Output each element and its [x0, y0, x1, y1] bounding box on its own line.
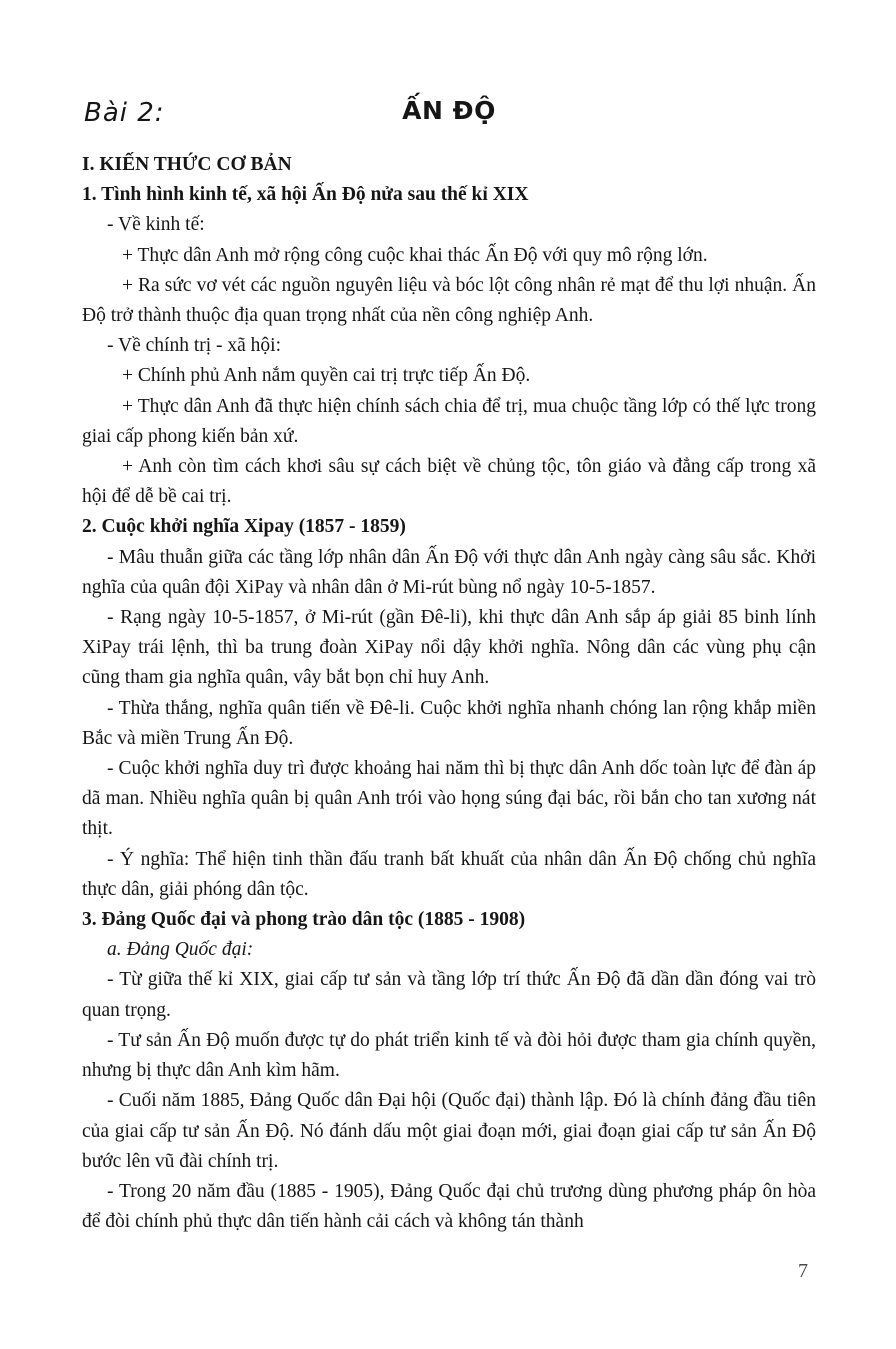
heading: 2. Cuộc khởi nghĩa Xipay (1857 - 1859) — [82, 516, 406, 538]
paragraph: - Về chính trị - xã hội: — [107, 335, 282, 357]
page-title: ẤN ĐỘ — [402, 96, 496, 125]
document-content — [82, 150, 816, 1237]
paragraph: - Cuộc khởi nghĩa duy trì được khoảng hai năm thì bị thực dân Anh dốc toàn lực để đàn áp dã man. Nhiều nghĩa quân bị quân Anh trói vào họng súng đại bác, rồi bắn cho tan xương nát thịt. — [82, 758, 816, 840]
paragraph: + Anh còn tìm cách khơi sâu sự cách biệt về chủng tộc, tôn giáo và đẳng cấp trong xã hội để dễ bề cai trị. — [82, 456, 816, 508]
paragraph: - Tư sản Ấn Độ muốn được tự do phát triển kinh tế và đòi hỏi được tham gia chính quyền, nhưng bị thực dân Anh kìm hãm. — [82, 1029, 816, 1082]
paragraph: a. Đảng Quốc đại: — [107, 939, 254, 961]
heading: I. KIẾN THỨC CƠ BẢN — [82, 154, 292, 175]
paragraph: + Thực dân Anh mở rộng công cuộc khai thác Ấn Độ với quy mô rộng lớn. — [122, 244, 708, 266]
paragraph: - Rạng ngày 10-5-1857, ở Mi-rút (gần Đê-li), khi thực dân Anh sắp áp giải 85 binh lính XiPay trái lệnh, thì ba trung đoàn XiPay nổi dậy khởi nghĩa. Nông dân các vùng phụ cận cũng tham gia nghĩa quân, vây bắt bọn chỉ huy Anh. — [82, 607, 816, 689]
paragraph: - Từ giữa thế kỉ XIX, giai cấp tư sản và tầng lớp trí thức Ấn Độ đã dần dần đóng vai trò quan trọng. — [82, 969, 816, 1021]
paragraph: + Ra sức vơ vét các nguồn nguyên liệu và bóc lột công nhân rẻ mạt để thu lợi nhuận. Ấn Độ trở thành thuộc địa quan trọng nhất của nền công nghiệp Anh. — [82, 274, 816, 327]
paragraph: - Thừa thắng, nghĩa quân tiến về Đê-li. Cuộc khởi nghĩa nhanh chóng lan rộng khắp miền Bắc và miền Trung Ấn Độ. — [82, 697, 816, 749]
paragraph: - Về kinh tế: — [107, 214, 205, 236]
paragraph: + Chính phủ Anh nắm quyền cai trị trực tiếp Ấn Độ. — [122, 365, 531, 387]
paragraph: - Mâu thuẫn giữa các tầng lớp nhân dân Ấn Độ với thực dân Anh ngày càng sâu sắc. Khởi nghĩa của quân đội XiPay và nhân dân ở Mi-rút bùng nổ ngày 10-5-1857. — [82, 546, 816, 598]
paragraph: - Ý nghĩa: Thể hiện tinh thần đấu tranh bất khuất của nhân dân Ấn Độ chống chủ nghĩa thực dân, giải phóng dân tộc. — [82, 848, 816, 900]
paragraph: + Thực dân Anh đã thực hiện chính sách chia để trị, mua chuộc tầng lớp có thế lực trong giai cấp phong kiến bản xứ. — [82, 395, 816, 447]
paragraph: - Cuối năm 1885, Đảng Quốc dân Đại hội (Quốc đại) thành lập. Đó là chính đảng đầu tiên của giai cấp tư sản Ấn Độ. Nó đánh dấu một giai đoạn mới, giai đoạn giai cấp tư sản Ấn Độ bước lên vũ đài chính trị. — [82, 1090, 816, 1172]
lesson-label: Bài 2: — [84, 98, 165, 128]
heading: 1. Tình hình kinh tế, xã hội Ấn Độ nửa sau thế kỉ XIX — [82, 184, 529, 206]
paragraph: - Trong 20 năm đầu (1885 - 1905), Đảng Quốc đại chủ trương dùng phương pháp ôn hòa để đòi chính phủ thực dân tiến hành cải cách và không tán thành — [82, 1180, 816, 1233]
title-row — [82, 96, 816, 134]
page-number: 7 — [798, 1260, 808, 1282]
heading: 3. Đảng Quốc đại và phong trào dân tộc (1885 - 1908) — [82, 909, 526, 931]
